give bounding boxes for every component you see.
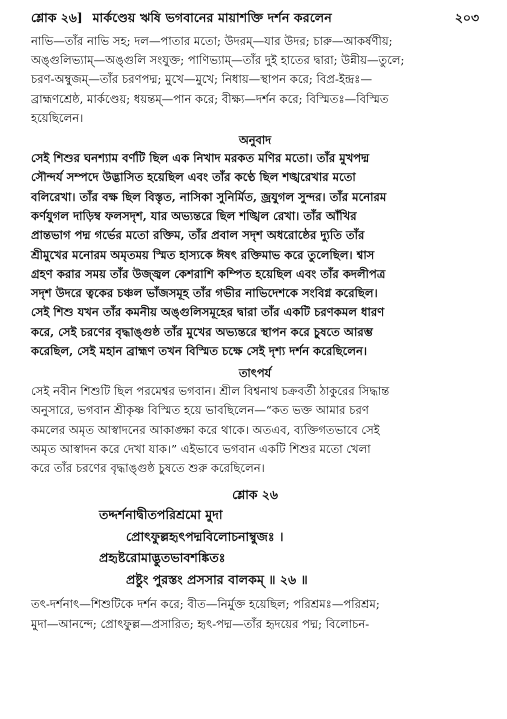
translation-line: প্রান্তভাগ পদ্ম গর্ভের মতো রক্তিম, তাঁর প্রবাল সদৃশ অধরোষ্ঠের দ্যুতি তাঁর: [31, 228, 365, 243]
purport-text: [31, 382, 479, 478]
header-left: [31, 10, 332, 30]
purport-heading: তাৎপর্য: [238, 366, 272, 381]
translation-line: সদৃশ উদরে ত্বকের চঞ্চল ভাঁজসমূহ তাঁর গভীর নাভিদেশকে সংবিগ্ন করেছিল।: [31, 286, 378, 301]
verse-reference: শ্লোক ২৬]: [31, 10, 83, 25]
translation-line: কর্ণযুগল দাড়িম্ব ফলসদৃশ, যার অভ্যন্তরে ছিল শঙ্খিল রেখা। তাঁর আঁখির: [31, 208, 357, 223]
page-number: ২০৩: [454, 10, 479, 25]
glossary-line: নাভি—তাঁর নাভি সহ; দল—পাতার মতো; উদরম্—যার উদর; চারু—আকর্ষণীয়;: [31, 34, 393, 48]
chapter-title: মার্কণ্ডেয় ঋষি ভগবানের মায়াশক্তি দর্শন করলেন: [92, 10, 332, 25]
synonym-line: মুদা—আনন্দে; প্রোৎফুল্ল—প্রসারিত; হৃৎ-পদ্ম—তাঁর হৃদয়ের পদ্ম; বিলোচন-: [31, 616, 370, 631]
translation-line: সৌন্দর্য সম্পদে উদ্ভাসিত হয়েছিল এবং তাঁর কণ্ঠে ছিল শঙ্খরেখার মতো: [31, 170, 356, 185]
verse-line: প্রোৎফুল্লহৃৎপদ্মবিলোচনাম্বুজঃ ।: [126, 528, 284, 544]
sanskrit-verse: [31, 504, 479, 590]
translation-line: গ্রহণ করার সময় তাঁর উজ্জ্বল কেশরাশি কম্পিত হয়েছিল এবং তাঁর কদলীপত্র: [31, 266, 386, 281]
translation-line: করেছিল, সেই মহান ব্রাহ্মণ তখন বিস্মিত চক্ষে সেই দৃশ্য দর্শন করেছিলেন।: [31, 343, 368, 358]
translation-line: শ্রীমুখের মনোরম অমৃতময় স্মিত হাস্যকে ঈষৎ রক্তিমাভ করে তুলেছিল। শ্বাস: [31, 247, 375, 262]
translation-heading: অনুবাদ: [238, 133, 272, 148]
glossary-line: চরণ-অম্বুজম্—তাঁর চরণপদ্ম; মুখে—মুখে; নিধায়—স্থাপন করে; বিপ্র-ইন্দ্রঃ—: [31, 72, 373, 87]
verse-heading: শ্লোক ২৬: [232, 487, 278, 503]
purport-line: করে তাঁর চরণের বৃদ্ধাঙ্গুষ্ঠ চুষতে শুরু করেছিলেন।: [31, 461, 265, 476]
verse-line: প্রহৃষ্টরোমাদ্ভুতভাবশঙ্কিতঃ: [99, 550, 226, 566]
verse-line: তদ্দর্শনাদ্বীতপরিশ্রমো মুদা: [99, 507, 223, 523]
page-header: [31, 10, 479, 32]
top-glossary: [31, 32, 479, 128]
translation-text: [31, 149, 479, 361]
purport-line: অমৃত আস্বাদন করে দেখা যাক।” এইভাবে ভগবান একটি শিশুর মতো খেলা: [31, 441, 371, 456]
purport-line: কমলের অমৃত আস্বাদনের আকাঙ্ক্ষা করে থাকে। অতএব, ব্যক্তিগতভাবে সেই: [31, 422, 380, 437]
purport-line: সেই নবীন শিশুটি ছিল পরমেশ্বর ভগবান। শ্রীল বিশ্বনাথ চক্রবর্তী ঠাকুরের সিদ্ধান্ত: [31, 384, 390, 399]
translation-line: বলিরেখা। তাঁর বক্ষ ছিল বিস্তৃত, নাসিকা সুনির্মিত, জ্রযুগল সুন্দর। তাঁর মনোরম: [31, 189, 387, 204]
purport-line: অনুসারে, ভগবান শ্রীকৃষ্ণ বিস্মিত হয়ে ভাবছিলেন—“কত ভক্ত আমার চরণ: [31, 403, 369, 418]
glossary-line: অঙ্গুলিভ্যাম্—অঙ্গুলি সংযুক্ত; পাণিভ্যাম্—তাঁর দুই হাতের দ্বারা; উন্নীয়—তুলে;: [31, 53, 405, 68]
glossary-line: ব্রাহ্মণশ্রেষ্ঠ, মার্কণ্ডেয়; ধয়ন্তম্—পান করে; বীক্ষ্য—দর্শন করে; বিস্মিতঃ—বিস্মিত: [31, 91, 389, 106]
word-synonyms: [31, 595, 479, 633]
translation-line: করে, সেই চরণের বৃদ্ধাঙ্গুষ্ঠ তাঁর মুখের অভ্যন্তরে স্থাপন করে চুষতে আরম্ভ: [31, 324, 373, 339]
translation-line: সেই শিশুর ঘনশ্যাম বর্ণটি ছিল এক নিখাদ মরকত মণির মতো। তাঁর মুখপদ্ম: [31, 151, 370, 166]
glossary-line: হয়েছিলেন।: [31, 110, 84, 125]
translation-line: সেই শিশু যখন তাঁর কমনীয় অঙ্গুলিসমূহের দ্বারা তাঁর একটি চরণকমল ধারণ: [31, 305, 385, 320]
verse-line: প্রষ্টুং পুরস্তং প্রসসার বালকম্ ॥ ২৬ ॥: [126, 571, 308, 587]
synonym-line: তৎ-দর্শনাৎ—শিশুটিকে দর্শন করে; বীত—নির্মুক্ত হয়েছিল; পরিশ্রমঃ—পরিশ্রম;: [31, 597, 380, 612]
